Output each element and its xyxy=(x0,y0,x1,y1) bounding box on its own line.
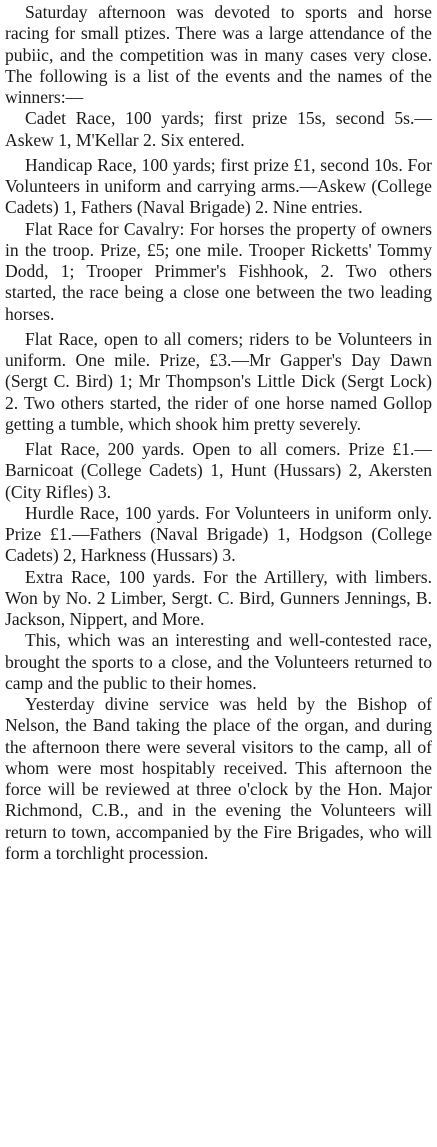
article-paragraph-sports-close: This, which was an interesting and well-contested race, brought the sports to a close, and the Volunteers returned to camp and the public to their homes. xyxy=(5,630,432,693)
article-paragraph-extra-race: Extra Race, 100 yards. For the Artillery, with limbers. Won by No. 2 Limber, Sergt. C. Bird, Gunners Jennings, B. Jackson, Nippert, and More. xyxy=(5,566,432,629)
article-paragraph-handicap-race: Handicap Race, 100 yards; first prize £1, second 10s. For Volunteers in uniform and carrying arms.—Askew (College Cadets) 1, Fathers (Naval Brigade) 2. Nine entries. xyxy=(5,154,432,218)
article-paragraph-cadet-race: Cadet Race, 100 yards; first prize 15s, second 5s.—Askew 1, M'Kellar 2. Six entered. xyxy=(5,108,432,150)
article-paragraph-divine-service: Yesterday divine service was held by the Bishop of Nelson, the Band taking the place of the organ, and during the afternoon there were several visitors to the camp, all of whom were most hospitably received. This afternoon the force will be reviewed at three o'clock by the Hon. Major Richmond, C.B., and in the evening the Volunteers will return to town, accompanied by the Fire Brigades, who will form a torchlight procession. xyxy=(5,694,432,863)
article-paragraph-hurdle-race: Hurdle Race, 100 yards. For Volunteers in uniform only. Prize £1.—Fathers (Naval Brigade) 1, Hodgson (College Cadets) 2, Harkness (Hussars) 3. xyxy=(5,502,432,566)
article-paragraph-open-flat-race: Flat Race, open to all comers; riders to be Volunteers in uniform. One mile. Prize, £3.—Mr Gapper's Day Dawn (Sergt C. Bird) 1; Mr Thompson's Little Dick (Sergt Lock) 2. Two others started, the rider of one horse named Gollop getting a tumble, which shook him pretty severely. xyxy=(5,328,432,434)
article-paragraph-200-yards-race: Flat Race, 200 yards. Open to all comers. Prize £1.—Barnicoat (College Cadets) 1, Hunt (Hussars) 2, Akersten (City Rifles) 3. xyxy=(5,439,432,502)
article-paragraph-intro: Saturday afternoon was devoted to sports and horse racing for small ptizes. There was a large attendance of the pubiic, and the competition was in many cases very close. The following is a list of the events and the names of the winners:— xyxy=(5,2,432,107)
article-paragraph-cavalry-race: Flat Race for Cavalry: For horses the property of owners in the troop. Prize, £5; one mile. Trooper Ricketts' Tommy Dodd, 1; Trooper Primmer's Fishhook, 2. Two others started, the race being a close one between the two leading horses. xyxy=(5,218,432,324)
